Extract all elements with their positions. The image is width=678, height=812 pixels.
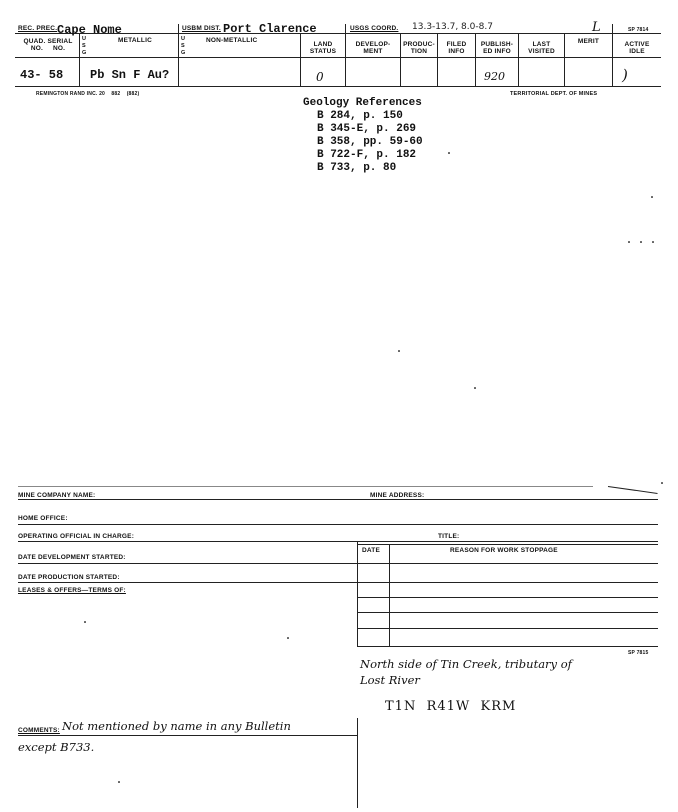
filed-info-header: FILED INFO bbox=[446, 41, 467, 55]
speck bbox=[651, 196, 653, 198]
speck bbox=[628, 241, 630, 243]
location-note: Lost River bbox=[360, 673, 420, 687]
land-status-header: LAND STATUS bbox=[309, 41, 337, 55]
rec-prec-label: REC. PREC. bbox=[18, 25, 58, 32]
reason-column-header: REASON FOR WORK STOPPAGE bbox=[450, 547, 558, 554]
non-metallic-usg-mark: U S G bbox=[181, 36, 186, 56]
reference-line: B 284, p. 150 bbox=[317, 110, 403, 122]
active-idle-value: ) bbox=[622, 66, 628, 84]
speck bbox=[118, 781, 120, 783]
development-header: DEVELOP- MENT bbox=[355, 41, 391, 55]
township-note: T1N R41W KRM bbox=[385, 699, 517, 714]
comment-note: except B733. bbox=[18, 740, 95, 754]
merit-header: MERIT bbox=[577, 38, 600, 45]
form-number-2: SP 7815 bbox=[628, 650, 649, 656]
speck bbox=[652, 241, 654, 243]
speck bbox=[448, 152, 450, 154]
operating-official-label: OPERATING OFFICIAL IN CHARGE: bbox=[18, 533, 135, 540]
reference-line: B 733, p. 80 bbox=[317, 162, 397, 174]
reference-line: B 722-F, p. 182 bbox=[317, 149, 417, 161]
comments-label: COMMENTS: bbox=[18, 727, 60, 734]
active-idle-header: ACTIVE IDLE bbox=[624, 41, 650, 55]
metallic-header: METALLIC bbox=[118, 37, 152, 44]
production-header: PRODUC- TION bbox=[403, 41, 435, 55]
mine-company-label: MINE COMPANY NAME: bbox=[18, 492, 96, 499]
date-production-label: DATE PRODUCTION STARTED: bbox=[18, 574, 120, 581]
metallic-usg-mark: U S G bbox=[82, 36, 87, 56]
usgs-coord-label: USGS COORD. bbox=[350, 25, 399, 32]
location-note: North side of Tin Creek, tributary of bbox=[360, 657, 572, 671]
printer-imprint: REMINGTON RAND INC. 20 882 (882) bbox=[36, 91, 140, 97]
quad-serial-value: 43- 58 bbox=[20, 68, 64, 82]
mine-address-label: MINE ADDRESS: bbox=[370, 492, 425, 499]
speck bbox=[474, 387, 476, 389]
corner-mark: L bbox=[592, 20, 601, 35]
territorial-dept: TERRITORIAL DEPT. OF MINES bbox=[510, 91, 598, 97]
date-column-header: DATE bbox=[362, 547, 381, 554]
home-office-label: HOME OFFICE: bbox=[18, 515, 68, 522]
metallic-value: Pb Sn F Au? bbox=[90, 68, 170, 82]
reference-line: B 358, pp. 59-60 bbox=[317, 136, 423, 148]
last-visited-header: LAST VISITED bbox=[528, 41, 555, 55]
title-label: TITLE: bbox=[438, 533, 460, 540]
non-metallic-header: NON-METALLIC bbox=[206, 37, 258, 44]
speck bbox=[661, 482, 663, 484]
reference-line: B 345-E, p. 269 bbox=[317, 123, 417, 135]
land-status-value: 0 bbox=[316, 70, 324, 84]
speck bbox=[84, 621, 86, 623]
rec-prec-value: Cape Nome bbox=[57, 23, 122, 37]
usbm-dist-label: USBM DIST. bbox=[182, 25, 221, 32]
speck bbox=[640, 241, 642, 243]
comment-note: Not mentioned by name in any Bulletin bbox=[62, 719, 291, 733]
speck bbox=[287, 637, 289, 639]
date-development-label: DATE DEVELOPMENT STARTED: bbox=[18, 554, 126, 561]
usgs-coord-value: 13.3-13.7, 8.0-8.7 bbox=[412, 22, 493, 32]
speck bbox=[398, 350, 400, 352]
published-info-value: 920 bbox=[484, 70, 505, 83]
leases-label: LEASES & OFFERS—TERMS OF: bbox=[18, 587, 126, 594]
published-info-header: PUBLISH- ED INFO bbox=[480, 41, 514, 55]
references-title: Geology References bbox=[303, 97, 422, 109]
usbm-dist-value: Port Clarence bbox=[223, 22, 317, 36]
form-number: SP 7814 bbox=[628, 27, 649, 33]
quad-serial-header: QUAD. SERIAL NO. NO. bbox=[23, 38, 73, 52]
